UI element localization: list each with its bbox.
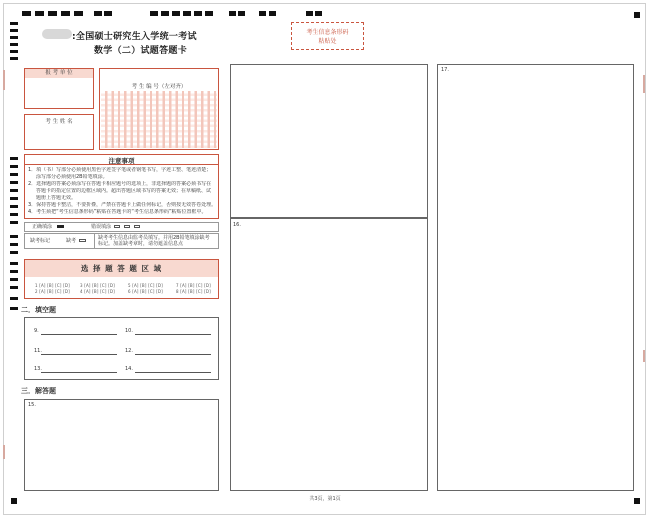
side-mark: [10, 29, 18, 32]
side-mark: [10, 307, 18, 310]
barcode-label: 考生信息条形码: [306, 29, 349, 36]
fill-blank-title: 二．填空题: [21, 306, 56, 314]
timing-mark: [205, 11, 213, 16]
notice-item: 答题卡的指定位置的边框区域内。超出答题区域书写的答案无效；在草稿纸、试: [36, 188, 212, 194]
side-mark: [10, 189, 18, 192]
question-number: 13.: [34, 366, 42, 372]
timing-mark: [74, 11, 83, 16]
question-number: 14.: [125, 366, 133, 372]
choice-option[interactable]: 3 [A] [B] [C] [D]: [80, 283, 115, 288]
side-mark: [10, 165, 18, 168]
side-mark: [10, 181, 18, 184]
side-mark: [10, 251, 18, 254]
candidate-number-title: 考 生 编 号（左对齐）: [131, 84, 187, 90]
right-edge-mark: [643, 75, 645, 93]
timing-mark: [35, 11, 44, 16]
notice-item: 1．填（书）写部分必须使用黑色字迹签字笔或者钢笔书写，字迹工整、笔迹清楚；: [28, 167, 212, 173]
timing-mark: [259, 11, 266, 16]
page-footer: 共3页，第1页: [309, 496, 341, 502]
choice-option[interactable]: 2 [A] [B] [C] [D]: [35, 289, 70, 294]
choice-title: 选 择 题 答 题 区 域: [80, 264, 163, 273]
answer-line[interactable]: [135, 334, 211, 335]
choice-option[interactable]: 4 [A] [B] [C] [D]: [80, 289, 115, 294]
timing-mark: [194, 11, 202, 16]
choice-option[interactable]: 6 [A] [B] [C] [D]: [128, 289, 163, 294]
side-mark: [10, 43, 18, 46]
wrong-fill-sample: [114, 225, 120, 228]
exam-title: :全国硕士研究生入学统一考试: [72, 32, 197, 42]
right-edge-mark: [643, 350, 645, 362]
timing-mark: [61, 11, 70, 16]
answer-line[interactable]: [41, 334, 117, 335]
timing-mark: [238, 11, 245, 16]
timing-mark: [94, 11, 102, 16]
question-number: 9.: [34, 328, 39, 334]
answer-line[interactable]: [135, 372, 211, 373]
q17-number: 17.: [441, 67, 449, 73]
q17-answer-box[interactable]: [437, 64, 634, 491]
wrong-fill-sample: [124, 225, 130, 228]
corner-mark: [634, 498, 640, 504]
side-mark: [10, 57, 18, 60]
side-mark: [10, 157, 18, 160]
number-grid-cells[interactable]: [101, 91, 217, 148]
corner-mark: [634, 12, 640, 18]
notice-item: 题册上答题无效。: [36, 195, 77, 201]
notice-item: 4．考生须把“考生信息条形码”粘贴在答题卡的“考生信息条形码”粘贴位置框中。: [28, 209, 207, 215]
absent-checkbox[interactable]: [79, 239, 86, 242]
side-mark: [10, 286, 18, 289]
q16-answer-box[interactable]: [230, 218, 428, 491]
side-mark: [10, 22, 18, 25]
absent-note: 缺考考生信息由监考员填写。并用2B铅笔填涂缺考: [98, 235, 210, 241]
timing-mark: [229, 11, 236, 16]
side-mark: [10, 278, 18, 281]
redacted-year: [42, 29, 72, 39]
notice-item: 2．选择题的答案必须涂写在答题卡相应题号的选项上，非选择题的答案必须书写在: [28, 181, 212, 187]
side-mark: [10, 36, 18, 39]
absent-label: 缺考标记: [30, 238, 51, 244]
side-mark: [10, 297, 18, 300]
side-mark: [10, 262, 18, 265]
absent-divider: [94, 234, 95, 248]
q15-number: 15.: [28, 402, 36, 408]
exam-subtitle: 数学（二）试题答题卡: [94, 46, 188, 56]
side-mark: [10, 270, 18, 273]
timing-mark: [269, 11, 276, 16]
notice-title: 注意事项: [108, 157, 135, 165]
barcode-label-2: 粘贴处: [318, 38, 337, 45]
notice-item: 涂写部分必须使用2B铅笔填涂。: [36, 174, 108, 180]
side-mark: [10, 221, 18, 224]
fill-blank-box: [24, 317, 219, 380]
answer-line[interactable]: [135, 354, 211, 355]
corner-mark: [11, 498, 17, 504]
timing-mark: [104, 11, 112, 16]
side-mark: [10, 235, 18, 238]
unit-label: 报 考 单 位: [25, 69, 93, 78]
choice-option[interactable]: 5 [A] [B] [C] [D]: [128, 283, 163, 288]
wrong-fill-label: 错误填涂: [91, 224, 112, 230]
absent-mark-label: 缺考: [66, 238, 77, 244]
side-mark: [10, 197, 18, 200]
correct-fill-sample: [57, 225, 64, 228]
answer-section-title: 三．解答题: [21, 387, 56, 395]
q15-answer-box[interactable]: [24, 399, 219, 491]
timing-mark: [150, 11, 158, 16]
notice-item: 3．保持答题卡整洁，不要折叠，严禁在答题卡上做任何标记，否则按无效答卷处理。: [28, 202, 217, 208]
timing-mark: [48, 11, 57, 16]
choice-option[interactable]: 7 [A] [B] [C] [D]: [176, 283, 211, 288]
left-edge-mark: [3, 70, 5, 90]
timing-mark: [161, 11, 169, 16]
wrong-fill-sample: [134, 225, 140, 228]
timing-mark: [315, 11, 322, 16]
side-mark: [10, 50, 18, 53]
side-mark: [10, 205, 18, 208]
timing-mark: [306, 11, 313, 16]
timing-mark: [172, 11, 180, 16]
absent-note-2: 标记。加盖缺考章时，请勿遮盖信息点: [98, 241, 184, 247]
notice-divider: [25, 164, 218, 165]
question-number: 10.: [125, 328, 133, 334]
choice-option[interactable]: 1 [A] [B] [C] [D]: [35, 283, 70, 288]
middle-column-top[interactable]: [230, 64, 428, 218]
correct-fill-label: 正确填涂: [32, 224, 53, 230]
q16-number: 16.: [233, 222, 241, 228]
side-mark: [10, 173, 18, 176]
fill-example-row: [24, 222, 219, 232]
question-number: 11.: [34, 348, 42, 354]
timing-mark: [22, 11, 31, 16]
choice-option[interactable]: 8 [A] [B] [C] [D]: [176, 289, 211, 294]
timing-mark: [183, 11, 191, 16]
side-mark: [10, 213, 18, 216]
left-edge-mark: [3, 445, 5, 459]
side-mark: [10, 243, 18, 246]
name-label: 考 生 姓 名: [45, 119, 73, 125]
answer-line[interactable]: [41, 372, 117, 373]
answer-line[interactable]: [41, 354, 117, 355]
question-number: 12.: [125, 348, 133, 354]
